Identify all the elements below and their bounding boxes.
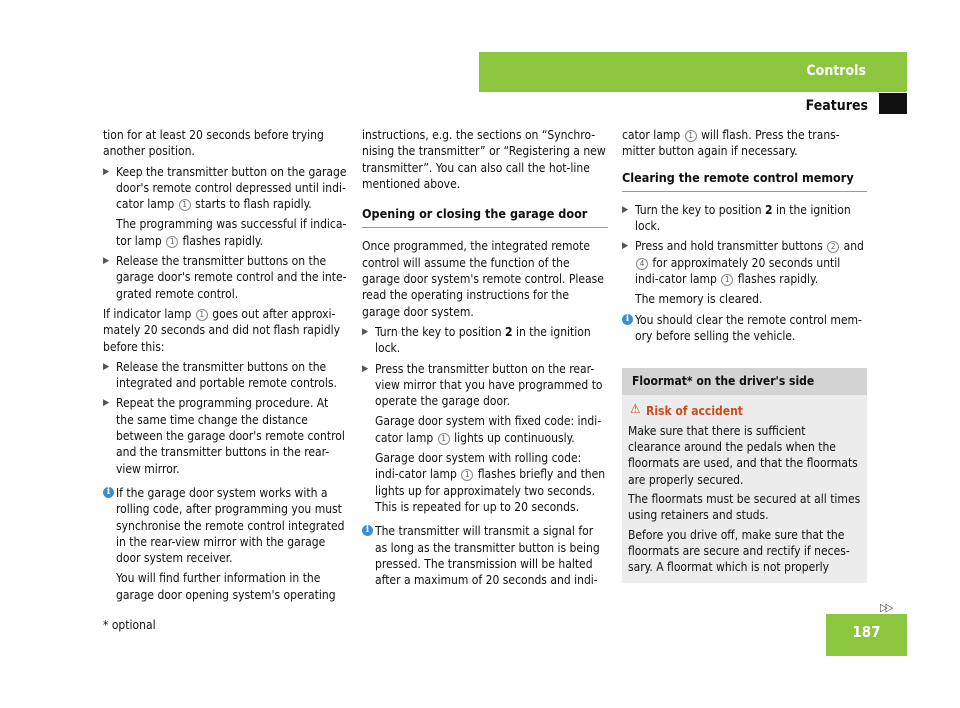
info-note: i You should clear the remote control mem-ory before selling the vehicle.	[622, 312, 867, 345]
list-item: ▶ Release the transmitter buttons on the integrated and portable remote controls.	[103, 359, 337, 391]
warning-body	[622, 395, 867, 583]
paragraph: instructions, e.g. the sections on “Synchro-nising the transmitter” or “Registering a new transmitter”. You can also call the hot-line mentioned above.	[362, 128, 606, 191]
bullet-arrow-icon: ▶	[362, 363, 369, 374]
warning-triangle-icon: ⚠	[630, 401, 641, 417]
indicator-number-icon: 1	[685, 130, 697, 142]
list-item: ▶ Press and hold transmitter buttons 2 and 4 for approximately 20 seconds until indi-cator lamp 1 flashes rapidly.	[622, 239, 864, 287]
bullet-arrow-icon: ▶	[103, 166, 110, 177]
footnote: * optional	[103, 618, 156, 632]
info-icon: i	[103, 487, 114, 498]
column-3	[622, 127, 867, 583]
floormat-box	[622, 368, 867, 582]
paragraph: Once programmed, the integrated remote control will assume the function of the garage door system's remote control. Please read the operating instructions for the garage door system.	[362, 239, 604, 319]
list-item: ▶ Repeat the programming procedure. At the same time change the distance between the garage door's remote control and the transmitter buttons in the rear-view mirror.	[103, 396, 345, 476]
list-item: ▶ Keep the transmitter button on the garage door's remote control depressed until indi-cator lamp 1 starts to flash rapidly.	[103, 164, 347, 212]
chapter-title: Controls	[806, 63, 866, 79]
section-heading: Opening or closing the garage door	[362, 206, 608, 228]
section-title: Features	[805, 98, 868, 114]
paragraph: If indicator lamp 1 goes out after approxi-mately 20 seconds and did not flash rapidly before this:	[103, 306, 340, 354]
paragraph: cator lamp 1 will flash. Press the trans-mitter button again if necessary.	[622, 128, 840, 159]
bullet-arrow-icon: ▶	[103, 398, 110, 409]
column-1	[103, 127, 348, 607]
bullet-arrow-icon: ▶	[622, 241, 629, 252]
indicator-number-icon: 1	[721, 274, 733, 286]
box-title: Floormat* on the driver's side	[622, 368, 867, 394]
list-item-note: Garage door system with rolling code: indi-cator lamp 1 flashes briefly and then lights up for approximately two seconds. This is repeated for up to 20 seconds.	[375, 451, 606, 514]
indicator-number-icon: 1	[179, 199, 191, 211]
info-icon: i	[622, 314, 633, 325]
list-item: ▶ Press the transmitter button on the rear-view mirror that you have programmed to operate the garage door.	[362, 361, 603, 409]
chapter-tab	[479, 52, 907, 92]
button-number-icon: 4	[636, 258, 648, 270]
page-number: 187	[826, 614, 907, 656]
list-item-note: The memory is cleared.	[635, 292, 763, 307]
section-marker	[879, 93, 907, 114]
info-note: i The transmitter will transmit a signal for as long as the transmitter button is being pressed. The transmission will be halted after a maximum of 20 seconds and indi-	[362, 523, 608, 588]
list-item-note: The programming was successful if indica-tor lamp 1 flashes rapidly.	[116, 217, 347, 248]
button-number-icon: 2	[827, 241, 839, 253]
info-icon: i	[362, 525, 373, 536]
indicator-number-icon: 1	[196, 309, 208, 321]
warning-paragraph: Before you drive off, make sure that the floormats are secure and rectify if neces-sary. A floormat which is not properly	[628, 527, 850, 575]
bullet-arrow-icon: ▶	[103, 361, 110, 372]
warning-heading: ⚠ Risk of accident	[630, 401, 743, 418]
continue-arrows-icon: ▷▷	[880, 601, 892, 614]
column-2	[362, 127, 608, 592]
bullet-arrow-icon: ▶	[362, 326, 369, 337]
list-item: ▶ Turn the key to position 2 in the ignition lock.	[622, 202, 851, 234]
warning-paragraph: Make sure that there is sufficient clearance around the pedals when the floormats are used, and that the floormats are properly secured.	[628, 423, 858, 487]
list-item: ▶ Turn the key to position 2 in the ignition lock.	[362, 324, 591, 356]
info-note: i If the garage door system works with a rolling code, after programming you must synchronise the remote control integrated in the rear-view mirror with the garage door system receiver.	[103, 485, 348, 566]
bullet-arrow-icon: ▶	[622, 204, 629, 215]
paragraph: tion for at least 20 seconds before trying another position.	[103, 128, 324, 159]
info-note-continued: You will find further information in the garage door opening system's operating	[116, 571, 336, 602]
indicator-number-icon: 1	[438, 433, 450, 445]
warning-paragraph: The floormats must be secured at all times using retainers and studs.	[628, 492, 861, 523]
bullet-arrow-icon: ▶	[103, 256, 110, 267]
section-heading: Clearing the remote control memory	[622, 170, 867, 192]
list-item-note: Garage door system with fixed code: indi-cator lamp 1 lights up continuously.	[375, 414, 602, 445]
indicator-number-icon: 1	[461, 469, 473, 481]
indicator-number-icon: 1	[166, 236, 178, 248]
list-item: ▶ Release the transmitter buttons on the garage door's remote control and the inte-grated remote control.	[103, 254, 347, 301]
